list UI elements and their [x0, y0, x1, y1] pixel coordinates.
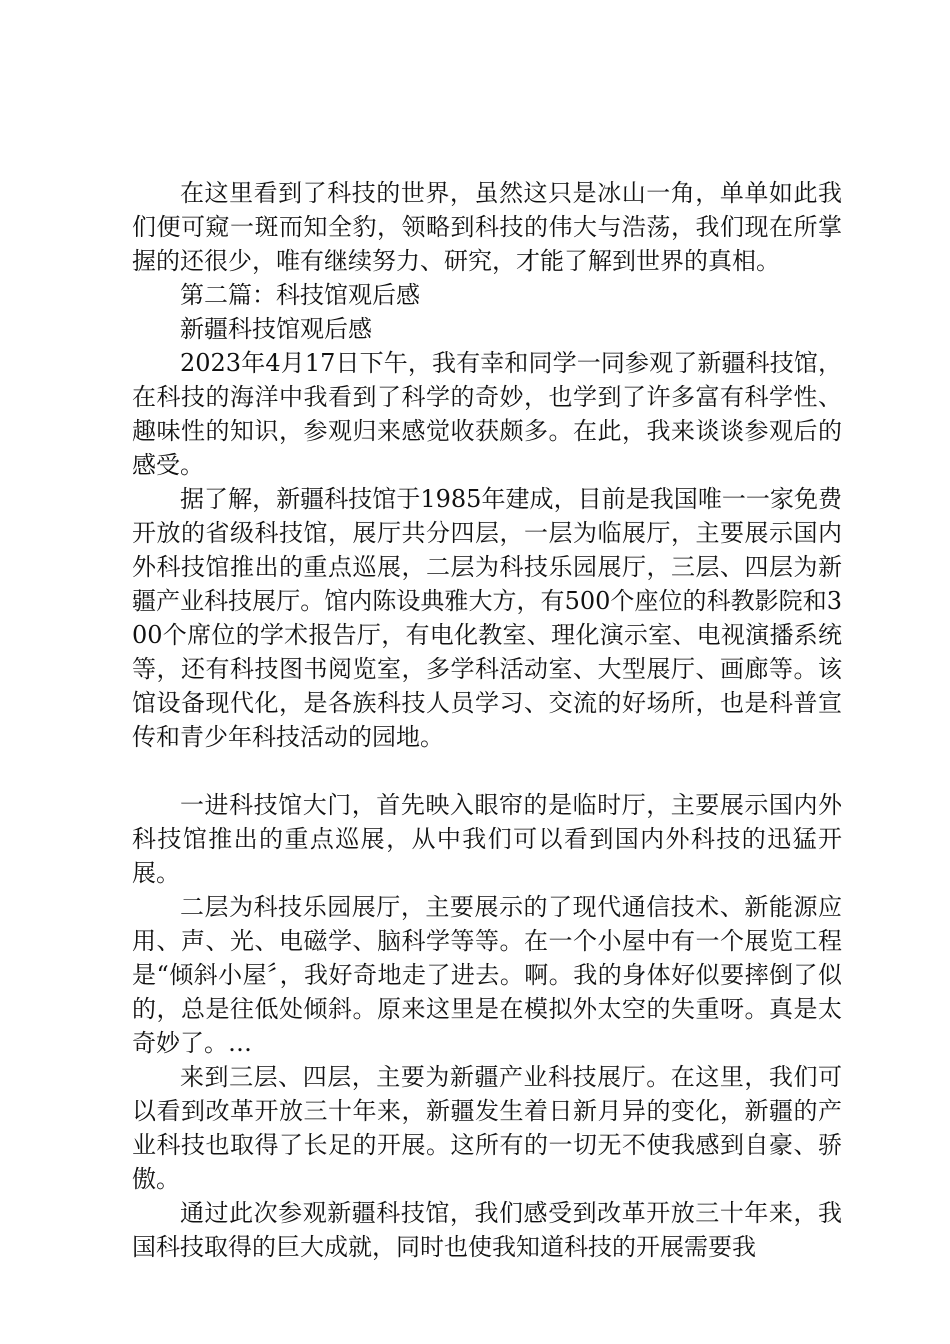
- section-heading: 第二篇：科技馆观后感: [180, 281, 420, 309]
- paragraph-spacer: [132, 754, 842, 788]
- paragraph-first-floor: 一进科技馆大门，首先映入眼帘的是临时厅，主要展示国内外科技馆推出的重点巡展，从中我们可以看到国内外科技的迅猛开展。: [132, 791, 842, 887]
- paragraph-conclusion: 通过此次参观新疆科技馆，我们感受到改革开放三十年来，我国科技取得的巨大成就，同时也使我知道科技的开展需要我: [132, 1199, 842, 1261]
- paragraph-second-floor: 二层为科技乐园展厅，主要展示的了现代通信技术、新能源应用、声、光、电磁学、脑科学等等。在一个小屋中有一个展览工程是“倾斜小屋〞，我好奇地走了进去。啊。我的身体好似要摔倒了似的，总是往低处倾斜。原来这里是在模拟外太空的失重呀。真是太奇妙了。…: [132, 893, 842, 1057]
- paragraph-third-fourth-floor: 来到三层、四层，主要为新疆产业科技展厅。在这里，我们可以看到改革开放三十年来，新疆发生着日新月异的变化，新疆的产业科技也取得了长足的开展。这所有的一切无不使我感到自豪、骄傲。: [132, 1063, 842, 1193]
- paragraph-museum-overview: 据了解，新疆科技馆于1985年建成，目前是我国唯一一家免费开放的省级科技馆，展厅共分四层，一层为临展厅，主要展示国内外科技馆推出的重点巡展，二层为科技乐园展厅，三层、四层为新疆产业科技展厅。馆内陈设典雅大方，有500个座位的科教影院和300个席位的学术报告厅，有电化教室、理化演示室、电视演播系统等，还有科技图书阅览室，多学科活动室、大型展厅、画廊等。该馆设备现代化，是各族科技人员学习、交流的好场所，也是科普宣传和青少年科技活动的园地。: [132, 485, 842, 751]
- article-title: 新疆科技馆观后感: [180, 315, 372, 343]
- document-page: [132, 176, 842, 1264]
- paragraph-visit-date: 2023年4月17日下午，我有幸和同学一同参观了新疆科技馆，在科技的海洋中我看到了科学的奇妙，也学到了许多富有科学性、趣味性的知识，参观归来感觉收获颇多。在此，我来谈谈参观后的感受。: [132, 349, 842, 479]
- paragraph-intro: 在这里看到了科技的世界，虽然这只是冰山一角，单单如此我们便可窥一斑而知全豹，领略到科技的伟大与浩荡，我们现在所掌握的还很少，唯有继续努力、研究，才能了解到世界的真相。: [132, 179, 842, 275]
